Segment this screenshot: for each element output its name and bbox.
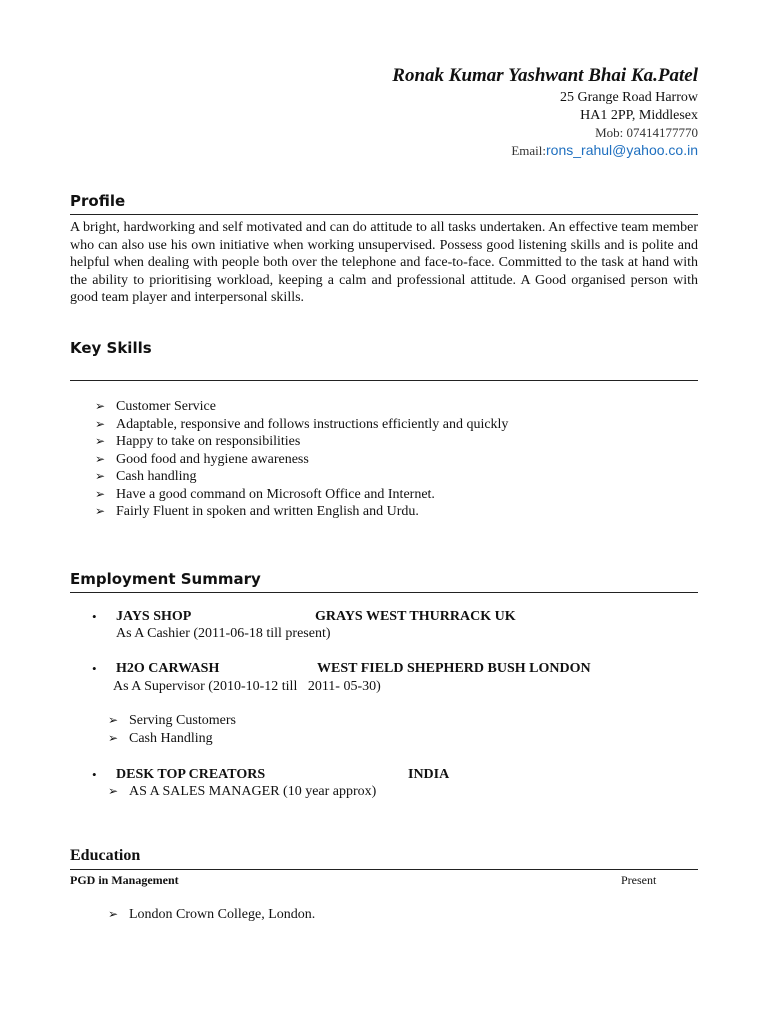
list-item: ➢ Happy to take on responsibilities bbox=[95, 434, 301, 449]
qualification-status: Present bbox=[621, 873, 657, 887]
employer-location: GRAYS WEST THURRACK UK bbox=[315, 609, 516, 624]
employer-location: INDIA bbox=[408, 767, 450, 782]
arrow-bullet-icon: ➢ bbox=[95, 434, 106, 448]
list-item: ➢ Cash handling bbox=[95, 469, 197, 484]
job-duties-list bbox=[108, 783, 508, 801]
job-role: As A Cashier (2011-06-18 till present) bbox=[116, 626, 331, 641]
list-item: ➢ Have a good command on Microsoft Office and Internet. bbox=[95, 486, 435, 502]
employment-divider bbox=[70, 592, 698, 593]
email-label: Email: bbox=[511, 143, 547, 158]
email-link[interactable]: rons_rahul@yahoo.co.in bbox=[546, 142, 698, 158]
mobile-number: Mob: 07414177770 bbox=[595, 125, 698, 140]
arrow-bullet-icon: ➢ bbox=[95, 399, 106, 413]
arrow-bullet-icon: ➢ bbox=[108, 713, 119, 727]
email-line bbox=[392, 141, 698, 160]
arrow-bullet-icon: ➢ bbox=[95, 469, 106, 483]
list-item: ➢ Adaptable, responsive and follows instructions efficiently and quickly bbox=[95, 416, 509, 432]
list-item: ➢ London Crown College, London. bbox=[108, 907, 316, 922]
bullet-dot-icon: • bbox=[92, 767, 97, 782]
employer-name: JAYS SHOP bbox=[116, 609, 192, 624]
list-item: ➢ Cash Handling bbox=[108, 730, 213, 746]
job-duties-list bbox=[108, 712, 508, 747]
education-list bbox=[108, 906, 508, 924]
arrow-bullet-icon: ➢ bbox=[108, 730, 119, 745]
list-item: ➢ Fairly Fluent in spoken and written English and Urdu. bbox=[95, 504, 419, 519]
contact-header bbox=[392, 64, 698, 160]
education-divider bbox=[70, 869, 698, 870]
candidate-name: Ronak Kumar Yashwant Bhai Ka.Patel bbox=[392, 65, 698, 86]
key-skills-list bbox=[95, 398, 695, 521]
address-line-2: HA1 2PP, Middlesex bbox=[580, 107, 698, 123]
employer-location: WEST FIELD SHEPHERD BUSH LONDON bbox=[317, 661, 591, 676]
profile-text: A bright, hardworking and self motivated and can do attitude to all tasks undertaken. An effective team member who can also use his own initiative when working unsupervised. Possess good listening skills and is polite and helpful when dealing with people both over the telephone and face-to-face. Committed to the task at hand with the ability to prioritising workload, keeping a calm and professional attitude. A Good organised person with good team player and interpersonal skills. bbox=[70, 220, 698, 305]
education-heading: Education bbox=[70, 847, 141, 864]
list-item: ➢ Customer Service bbox=[95, 399, 216, 414]
profile-divider bbox=[70, 214, 698, 215]
bullet-dot-icon: • bbox=[92, 661, 97, 676]
list-item: ➢ Serving Customers bbox=[108, 713, 236, 728]
employer-name: DESK TOP CREATORS bbox=[116, 767, 266, 782]
list-item: ➢ Good food and hygiene awareness bbox=[95, 451, 309, 467]
employment-heading: Employment Summary bbox=[70, 570, 261, 588]
key-skills-heading: Key Skills bbox=[70, 339, 152, 357]
qualification-title: PGD in Management bbox=[70, 873, 179, 887]
arrow-bullet-icon: ➢ bbox=[108, 907, 119, 921]
bullet-dot-icon: • bbox=[92, 609, 97, 624]
profile-heading: Profile bbox=[70, 192, 126, 210]
arrow-bullet-icon: ➢ bbox=[108, 784, 119, 798]
arrow-bullet-icon: ➢ bbox=[95, 416, 106, 431]
job-role: As A Supervisor (2010-10-12 till 2011- 05-30) bbox=[113, 679, 381, 694]
arrow-bullet-icon: ➢ bbox=[95, 486, 106, 501]
arrow-bullet-icon: ➢ bbox=[95, 451, 106, 466]
employer-name: H2O CARWASH bbox=[116, 661, 220, 676]
list-item: ➢ AS A SALES MANAGER (10 year approx) bbox=[108, 784, 377, 799]
arrow-bullet-icon: ➢ bbox=[95, 504, 106, 518]
key-skills-divider bbox=[70, 380, 698, 381]
address-line-1: 25 Grange Road Harrow bbox=[559, 90, 698, 105]
